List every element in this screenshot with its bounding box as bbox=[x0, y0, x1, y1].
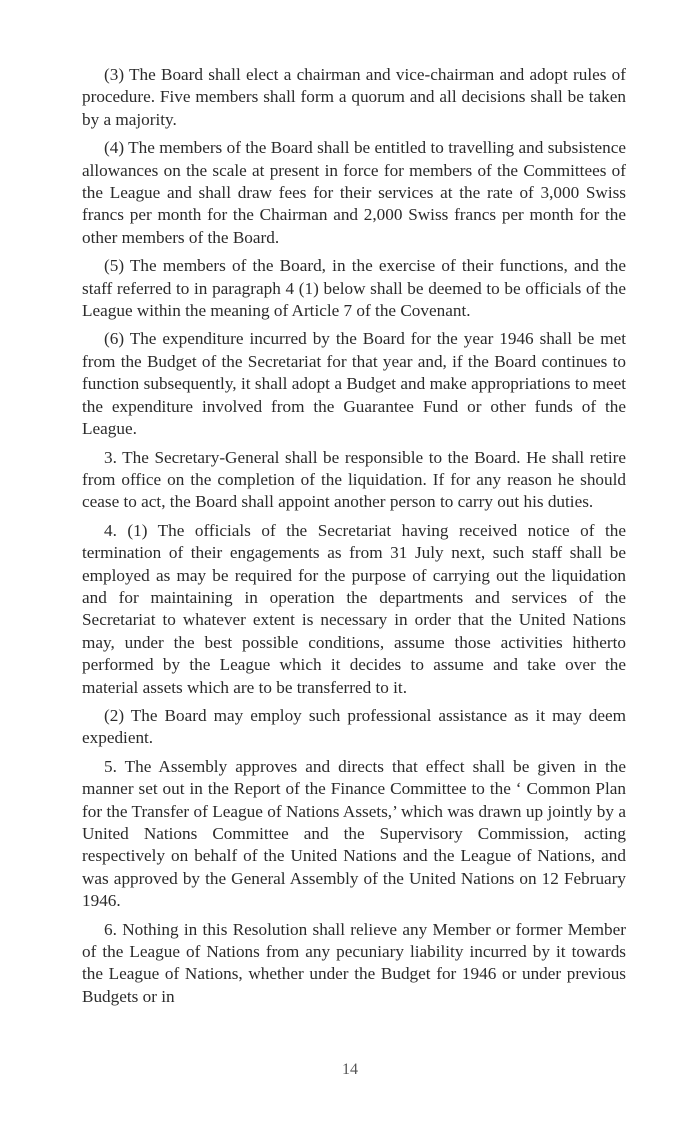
paragraph-board-officers: (3) The Board shall elect a chairman and vice-chairman and adopt rules of procedure. Five members shall form a quorum and all decisions shall be taken by a majority. bbox=[82, 65, 626, 129]
paragraph-board-allowances: (4) The members of the Board shall be entitled to travelling and subsistence allowances on the scale at present in force for members of the Committees of the League and shall draw fees for their services at the rate of 3,000 Swiss francs per month for the Chairman and 2,000 Swiss francs per month for the other members of the Board. bbox=[82, 138, 626, 247]
paragraph-common-plan: 5. The Assembly approves and directs that effect shall be given in the manner set out in the Report of the Finance Committee to the ‘ Common Plan for the Transfer of League of Nations Assets,’ which was drawn up jointly by a United Nations Committee and the Supervisory Commission, acting respectively on behalf of the United Nations and the League of Nations, and was approved by the General Assembly of the United Nations on 12 February 1946. bbox=[82, 756, 626, 911]
paragraph-secretariat-staff: 4. (1) The officials of the Secretariat having received notice of the termination of their engagements as from 31 July next, such staff shall be employed as may be required for the purpose of carrying out the liquidation and for maintaining in operation the departments and services of the Secretariat to whatever extent is necessary in order that the United Nations may, under the best possible conditions, assume those activities hitherto performed by the League which it decides to assume and take over the material assets which are to be transferred to it. bbox=[82, 520, 626, 697]
paragraph-board-officials-status: (5) The members of the Board, in the exercise of their functions, and the staff referred to in paragraph 4 (1) below shall be deemed to be officials of the League within the meaning of Article 7 of the Covenant. bbox=[82, 256, 626, 321]
page-number: 14 bbox=[342, 1061, 358, 1078]
paragraph-member-liability: 6. Nothing in this Resolution shall relieve any Member or former Member of the League of Nations from any pecuniary liability incurred by it towards the League of Nations, whether under the Budget for 1946 or under previous Budgets or in bbox=[82, 919, 626, 1006]
paragraph-secretary-general: 3. The Secretary-General shall be responsible to the Board. He shall retire from office on the completion of the liquidation. If for any reason he should cease to act, the Board shall appoint another person to carry out his duties. bbox=[82, 447, 626, 512]
paragraph-board-expenditure: (6) The expenditure incurred by the Board for the year 1946 shall be met from the Budget of the Secretariat for that year and, if the Board continues to function subsequently, it shall adopt a Budget and make appropriations to meet the expenditure involved from the Guarantee Fund or other funds of the League. bbox=[82, 329, 626, 439]
document-body bbox=[82, 64, 626, 1014]
paragraph-professional-assistance: (2) The Board may employ such professional assistance as it may deem expedient. bbox=[82, 705, 626, 748]
